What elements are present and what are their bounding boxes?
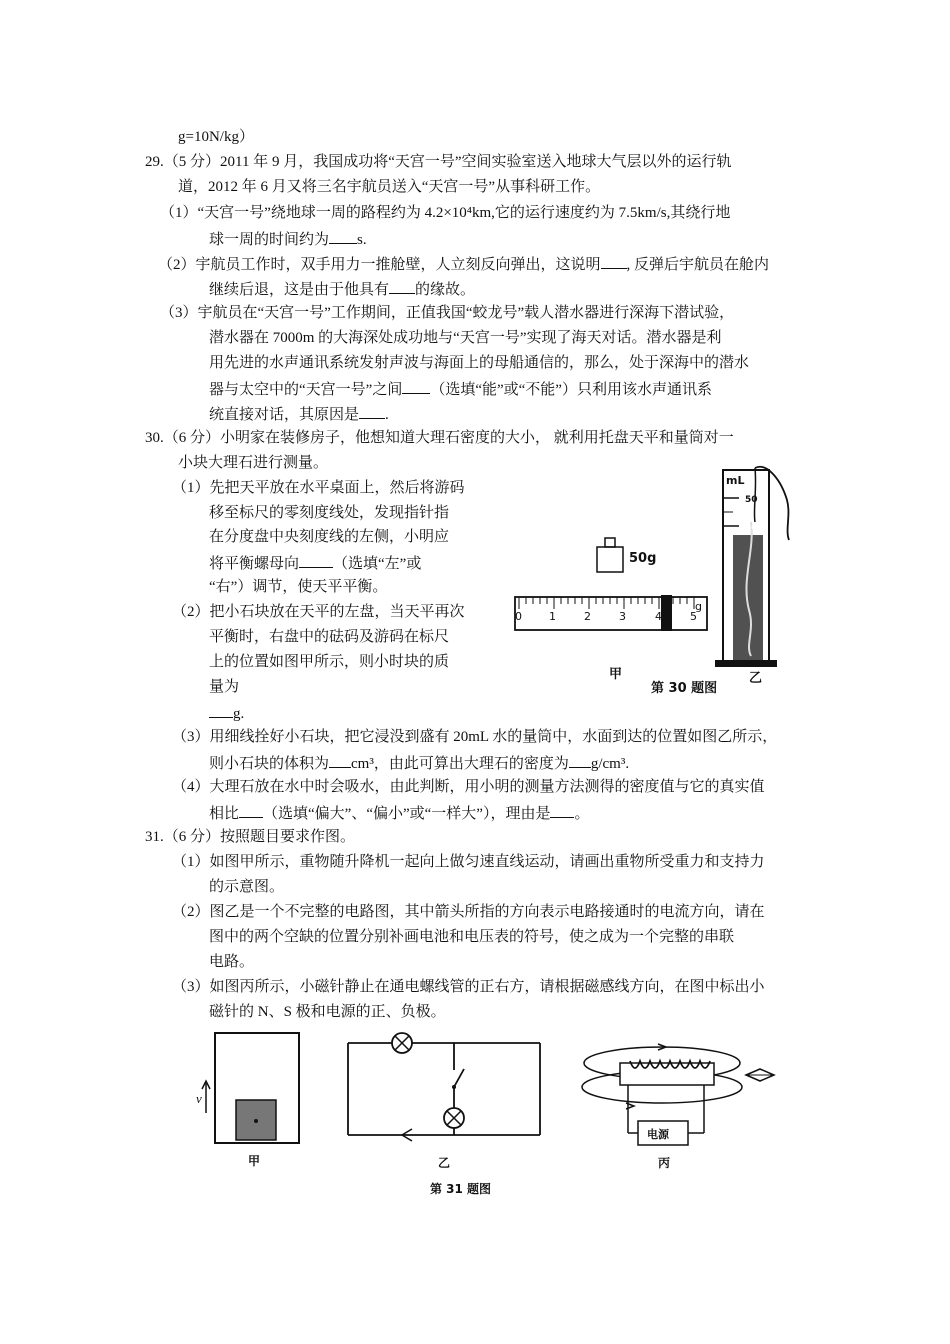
answer-blank[interactable] (550, 803, 574, 818)
figure-caption: 第 31 题图 (430, 1182, 492, 1196)
text-fragment: （选填“左”或 (333, 556, 422, 572)
text-line: 量为 (209, 679, 240, 695)
answer-blank[interactable] (359, 404, 385, 419)
text-line: （1）“天宫一号”绕地球一周的路程约为 4.2×10⁴km,它的运行速度约为 7.5km/s,其绕行地 (160, 205, 731, 221)
answer-blank[interactable] (389, 279, 415, 294)
text-line (209, 703, 244, 723)
weight-label: 50g (629, 551, 657, 566)
power-source-label: 电源 (647, 1128, 669, 1141)
ruler-tick-4: 4 (655, 610, 662, 623)
answer-blank[interactable] (239, 803, 263, 818)
text-line (209, 803, 589, 823)
text-line: 在分度盘中央刻度线的左侧，小明应 (209, 529, 450, 545)
text-fragment: 器与太空中的“天宫一号”之间 (209, 382, 403, 398)
text-fragment: （选填“能”或“不能”）只利用该水声通讯系 (430, 382, 712, 398)
text-line: 小块大理石进行测量。 (178, 455, 329, 471)
text-line: g=10N/kg） (178, 129, 254, 145)
text-line (158, 254, 769, 274)
lamp-icon (392, 1033, 412, 1053)
figure-30 (505, 460, 810, 705)
text-fragment: 的缘故。 (415, 282, 476, 298)
text-line: 移至标尺的零刻度线处，发现指针指 (209, 505, 450, 521)
figure-label-yi: 乙 (438, 1156, 451, 1170)
elevator-diagram (202, 1033, 299, 1143)
text-line: （1）先把天平放在水平桌面上，然后将游码 (172, 480, 465, 496)
text-fragment: 。 (574, 806, 590, 822)
answer-blank[interactable] (329, 229, 357, 244)
text-fragment: cm³，由此可算出大理石的密度为 (351, 756, 569, 772)
text-line: 潜水器在 7000m 的大海深处成功地与“天宫一号”实现了海天对话。潜水器是利 (209, 330, 722, 346)
ruler-unit: g (695, 600, 702, 613)
ruler-tick-3: 3 (619, 610, 626, 623)
velocity-label: v (196, 1091, 202, 1106)
text-line (209, 279, 475, 299)
text-line: 上的位置如图甲所示，则小时块的质 (209, 654, 450, 670)
cylinder-mark-40: 40 (745, 523, 758, 533)
text-fragment: （选填“偏大”、“偏小”或“一样大”），理由是 (263, 806, 551, 822)
text-fragment: . (385, 407, 389, 423)
question-31-heading: 31.（6 分）按照题目要求作图。 (145, 829, 356, 845)
text-line: 图中的两个空缺的位置分别补画电池和电压表的符号，使之成为一个完整的串联 (209, 929, 735, 945)
text-fragment: 球一周的时间约为 (209, 232, 330, 248)
text-fragment: , 反弹后宇航员在舱内 (626, 257, 770, 273)
ruler-tick-0: 0 (515, 610, 522, 623)
ruler-tick-1: 1 (549, 610, 556, 623)
text-fragment: 则小石块的体积为 (209, 756, 330, 772)
field-arrow-icon (626, 1103, 634, 1109)
balance-ruler (515, 595, 707, 631)
text-line: 用先进的水声通讯系统发射声波与海面上的母船通信的，那么，处于深海中的潜水 (209, 355, 750, 371)
figure-label-jia: 甲 (248, 1154, 261, 1168)
text-fragment: 继续后退，这是由于他具有 (209, 282, 390, 298)
compass-needle-icon (746, 1069, 774, 1081)
text-line: （2）把小石块放在天平的左盘，当天平再次 (172, 604, 465, 620)
answer-blank[interactable] (402, 379, 430, 394)
ruler-tick-5: 5 (690, 610, 697, 623)
text-line: 道，2012 年 6 月又将三名宇航员送入“天宫一号”从事科研工作。 (178, 179, 601, 195)
ruler-tick-2: 2 (584, 610, 591, 623)
cylinder-unit: mL (726, 474, 745, 487)
text-fragment: s. (357, 232, 367, 248)
answer-blank[interactable] (569, 753, 591, 768)
lamp-icon (444, 1108, 464, 1128)
text-line (209, 553, 421, 573)
cylinder-mark-50: 50 (745, 495, 758, 505)
switch-icon (452, 1069, 464, 1089)
text-line: （4）大理石放在水中时会吸水，由此判断，用小明的测量方法测得的密度值与它的真实值 (172, 779, 765, 795)
question-30-heading: 30.（6 分）小明家在装修房子，他想知道大理石密度的大小， 就利用托盘天平和量筒对一 (145, 430, 734, 446)
rider-slider (661, 595, 672, 631)
weight-icon (597, 538, 623, 572)
text-line (209, 404, 389, 424)
text-line: 磁针的 N、S 极和电源的正、负极。 (209, 1004, 446, 1020)
text-fragment: g. (233, 706, 245, 722)
answer-blank[interactable] (209, 703, 233, 718)
text-line: “右”）调节，使天平平衡。 (209, 579, 388, 595)
figure-31 (190, 1025, 800, 1205)
text-line: （3）宇航员在“天宫一号”工作期间，正值我国“蛟龙号”载人潜水器进行深海下潜试验， (160, 305, 735, 321)
text-line (209, 379, 712, 399)
text-fragment: 相比 (209, 806, 240, 822)
text-line: （3）用细线拴好小石块，把它浸没到盛有 20mL 水的量筒中，水面到达的位置如图乙所示， (172, 729, 778, 745)
text-line: 电路。 (209, 954, 255, 970)
text-line (209, 753, 629, 773)
figure-caption: 第 30 题图 (651, 681, 718, 696)
figure-label-bing: 丙 (658, 1156, 671, 1170)
answer-blank[interactable] (601, 254, 627, 269)
text-line: （1）如图甲所示，重物随升降机一起向上做匀速直线运动，请画出重物所受重力和支持力 (172, 854, 765, 870)
text-line: （2）图乙是一个不完整的电路图，其中箭头所指的方向表示电路接通时的电流方向，请在 (172, 904, 765, 920)
text-line: 的示意图。 (209, 879, 285, 895)
text-line (209, 229, 367, 249)
figure-label-jia: 甲 (609, 667, 623, 682)
text-fragment: 将平衡螺母向 (209, 556, 300, 572)
text-fragment: （2）宇航员工作时，双手用力一推舱壁，人立刻反向弹出，这说明 (158, 257, 601, 273)
text-fragment: 统直接对话，其原因是 (209, 407, 360, 423)
text-fragment: g/cm³. (590, 756, 630, 772)
answer-blank[interactable] (299, 553, 333, 568)
text-line: 平衡时，右盘中的砝码及游码在标尺 (209, 629, 450, 645)
text-line: （3）如图丙所示，小磁针静止在通电螺线管的正右方，请根据磁感线方向，在图中标出小 (172, 979, 765, 995)
answer-blank[interactable] (329, 753, 351, 768)
figure-label-yi: 乙 (749, 671, 763, 686)
question-29-heading: 29.（5 分）2011 年 9 月，我国成功将“天宫一号”空间实验室送入地球大气层以外的运行轨 (145, 154, 732, 170)
